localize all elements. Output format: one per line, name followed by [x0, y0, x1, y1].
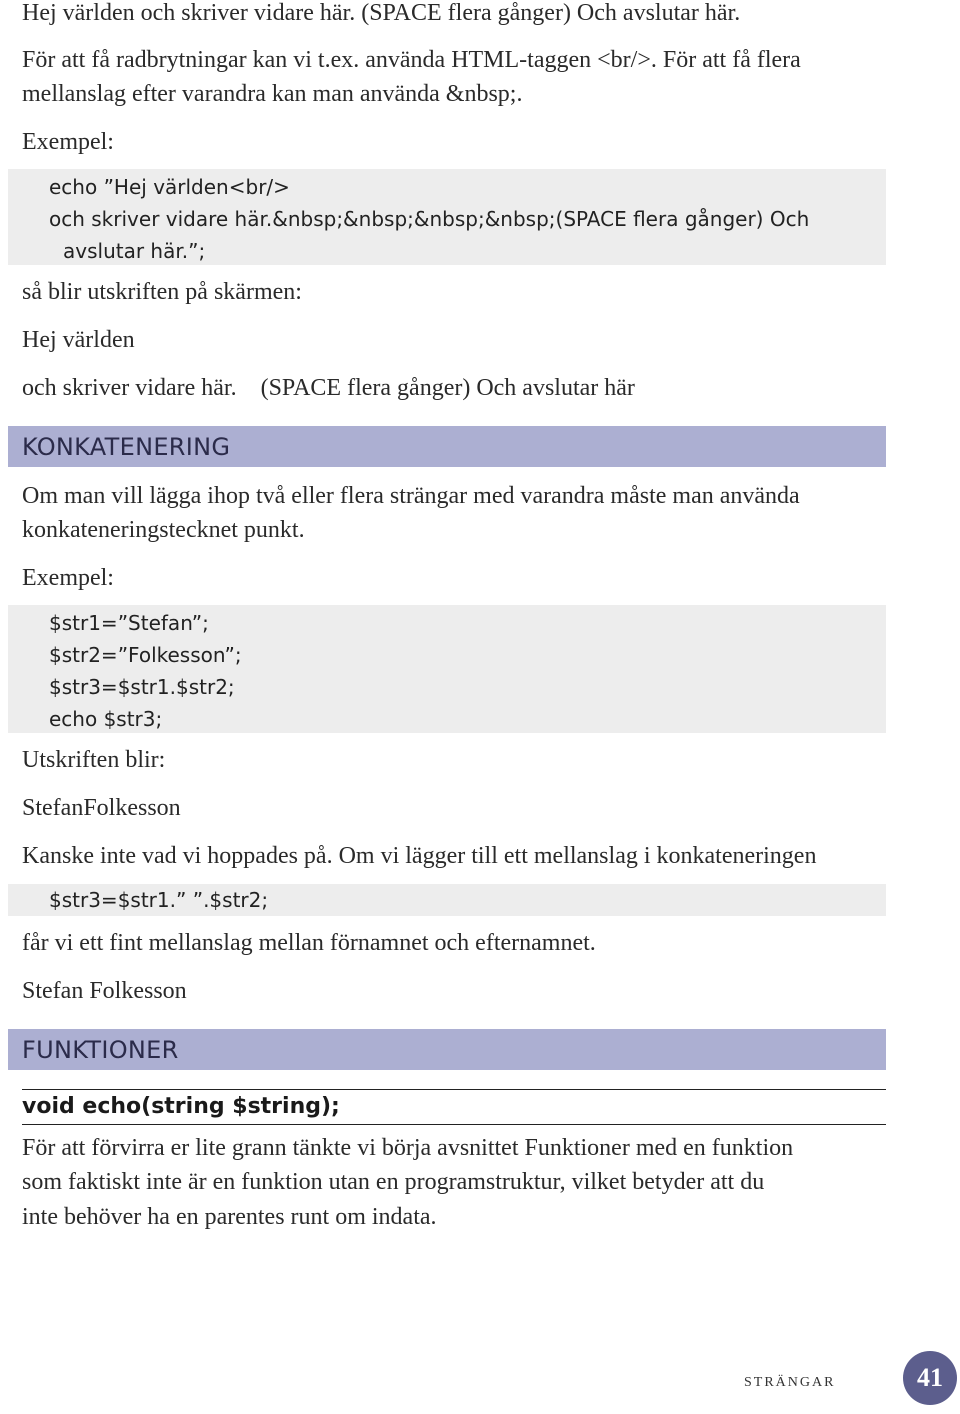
code-block-concat-space: [8, 884, 886, 916]
output-line-2: [22, 371, 635, 405]
funktioner-para-line-2: som faktiskt inte är en funktion utan en programstruktur, vilket betyder att du: [22, 1169, 765, 1195]
konkatenering-para-line-1: Om man vill lägga ihop två eller flera strängar med varandra måste man använda: [22, 483, 800, 509]
code-line: $str1=”Stefan”;: [49, 611, 209, 635]
code-block-concat: [8, 605, 886, 733]
code-line: och skriver vidare här.&nbsp;&nbsp;&nbsp;&nbsp;(SPACE flera gånger) Och: [49, 207, 810, 231]
code-line: echo $str3;: [49, 707, 163, 731]
section-heading-konkatenering: KONKATENERING: [8, 426, 886, 467]
output-label-1: så blir utskriften på skärmen:: [22, 279, 302, 305]
funktioner-para-line-3: inte behöver ha en parentes runt om indata.: [22, 1204, 437, 1230]
code-line: echo ”Hej världen<br/>: [49, 175, 290, 199]
intro-line-2: För att få radbrytningar kan vi t.ex. använda HTML-taggen <br/>. För att få flera: [22, 47, 801, 73]
intro-line-1: Hej världen och skriver vidare här. (SPACE flera gånger) Och avslutar här.: [22, 0, 741, 26]
code-block-echo: [8, 169, 886, 265]
intro-line-3: mellanslag efter varandra kan man använda &nbsp;.: [22, 81, 523, 107]
signature-bottom-rule: [22, 1124, 886, 1125]
output-line-2-part-b: (SPACE flera gånger) Och avslutar här: [260, 375, 635, 401]
function-signature: void echo(string $string);: [22, 1094, 340, 1119]
example-label-2: Exempel:: [22, 565, 114, 591]
code-line: $str3=$str1.$str2;: [49, 675, 235, 699]
funktioner-para-line-1: För att förvirra er lite grann tänkte vi börja avsnittet Funktioner med en funktion: [22, 1135, 794, 1161]
example-label-1: Exempel:: [22, 129, 114, 155]
output-value-3: Stefan Folkesson: [22, 978, 187, 1004]
code-line: avslutar här.”;: [63, 239, 206, 263]
output-label-2: Utskriften blir:: [22, 747, 166, 773]
page-number-badge: 41: [903, 1351, 957, 1405]
output-note-2: Kanske inte vad vi hoppades på. Om vi lägger till ett mellanslag i konkateneringen: [22, 843, 817, 869]
output-line-2-part-a: och skriver vidare här.: [22, 375, 237, 401]
konkatenering-para-line-2: konkateneringstecknet punkt.: [22, 517, 305, 543]
code-line: $str2=”Folkesson”;: [49, 643, 242, 667]
output-value-2: StefanFolkesson: [22, 795, 181, 821]
section-heading-funktioner: FUNKTIONER: [8, 1029, 886, 1070]
output-note-3: får vi ett fint mellanslag mellan förnamnet och efternamnet.: [22, 930, 596, 956]
output-line-1: Hej världen: [22, 327, 135, 353]
signature-top-rule: [22, 1089, 886, 1090]
code-line: $str3=$str1.” ”.$str2;: [49, 888, 269, 912]
footer-chapter-label: strängar: [744, 1369, 836, 1391]
